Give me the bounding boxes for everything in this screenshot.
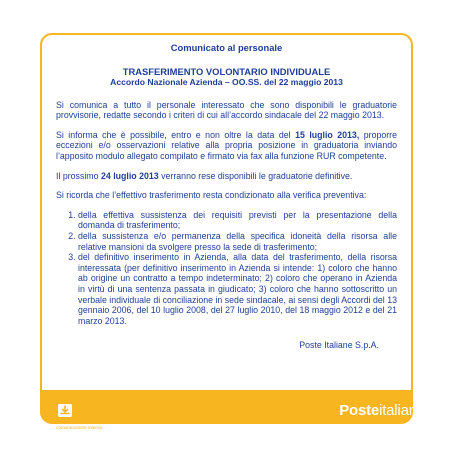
- paragraph-2-text-after: proporre eccezioni e/o osservazioni relative alla propria posizione in graduatoria inviando l’apposito modulo allegato compilato e firmato via fax alla funzione RUR competente.: [56, 129, 397, 161]
- paragraph-3-date: 24 luglio 2013: [100, 170, 159, 181]
- list-item: 1. della effettiva sussistenza dei requisiti previsti per la presentazione della domanda di trasferimento;: [78, 210, 397, 231]
- paragraph-3-text-after: verranno rese disponibili le graduatorie definitive.: [158, 170, 353, 181]
- paragraph-2-text-before: Si informa che è possibile, entro e non oltre la data del: [56, 129, 296, 140]
- envelope-arrow-icon: [58, 404, 72, 417]
- paragraph-3-text-before: Il prossimo: [56, 170, 101, 181]
- paragraph-2: [56, 130, 397, 162]
- document-title: TRASFERIMENTO VOLONTARIO INDIVIDUALE: [122, 65, 331, 77]
- document-subtitle: Accordo Nazionale Azienda – OO.SS. del 22 maggio 2013: [110, 76, 343, 87]
- header-line: Comunicato al personale: [170, 42, 283, 53]
- logo-strong: Poste: [339, 402, 380, 419]
- signature: Poste Italiane S.p.A.: [299, 340, 379, 351]
- comm-label: comunicazione interna: [56, 425, 102, 430]
- poste-italiane-logo: [339, 402, 425, 419]
- paragraph-4: Si ricorda che l’effettivo trasferimento resta condizionato alla verifica preventiva:: [56, 190, 367, 201]
- list-item: 2. della sussistenza e/o permanenza della specifica idoneità della risorsa alle relative mansioni da svolgere presso la sede di trasferimento;: [78, 231, 397, 252]
- document-content: [56, 43, 397, 351]
- paragraph-3: [56, 171, 397, 182]
- list-item: 3. del definitivo inserimento in Azienda, alla data del trasferimento, della risorsa interessata (per definitivo inserimento in Azienda si intende: 1) coloro che hanno ab origine un contratto a tempo indeterminato; 2) coloro che operano in Azienda in virtù di una sentenza passata in giudicato; 3) coloro che hanno sottoscritto un verbale individuale di conciliazione in sede sindacale, ai sensi degli Accordi del 13 gennaio 2006, del 10 luglio 2008, del 27 luglio 2010, del 18 maggio 2012 e del 21 marzo 2013.: [78, 252, 397, 326]
- paragraph-1: Si comunica a tutto il personale interessato che sono disponibili le graduatorie provvisorie, redatte secondo i criteri di cui all’accordo sindacale del 22 maggio 2013.: [56, 99, 397, 121]
- paragraph-2-date: 15 luglio 2013,: [295, 129, 360, 140]
- logo-rest: italiane: [379, 402, 425, 419]
- verification-list: [56, 210, 397, 327]
- document-frame: [40, 33, 413, 415]
